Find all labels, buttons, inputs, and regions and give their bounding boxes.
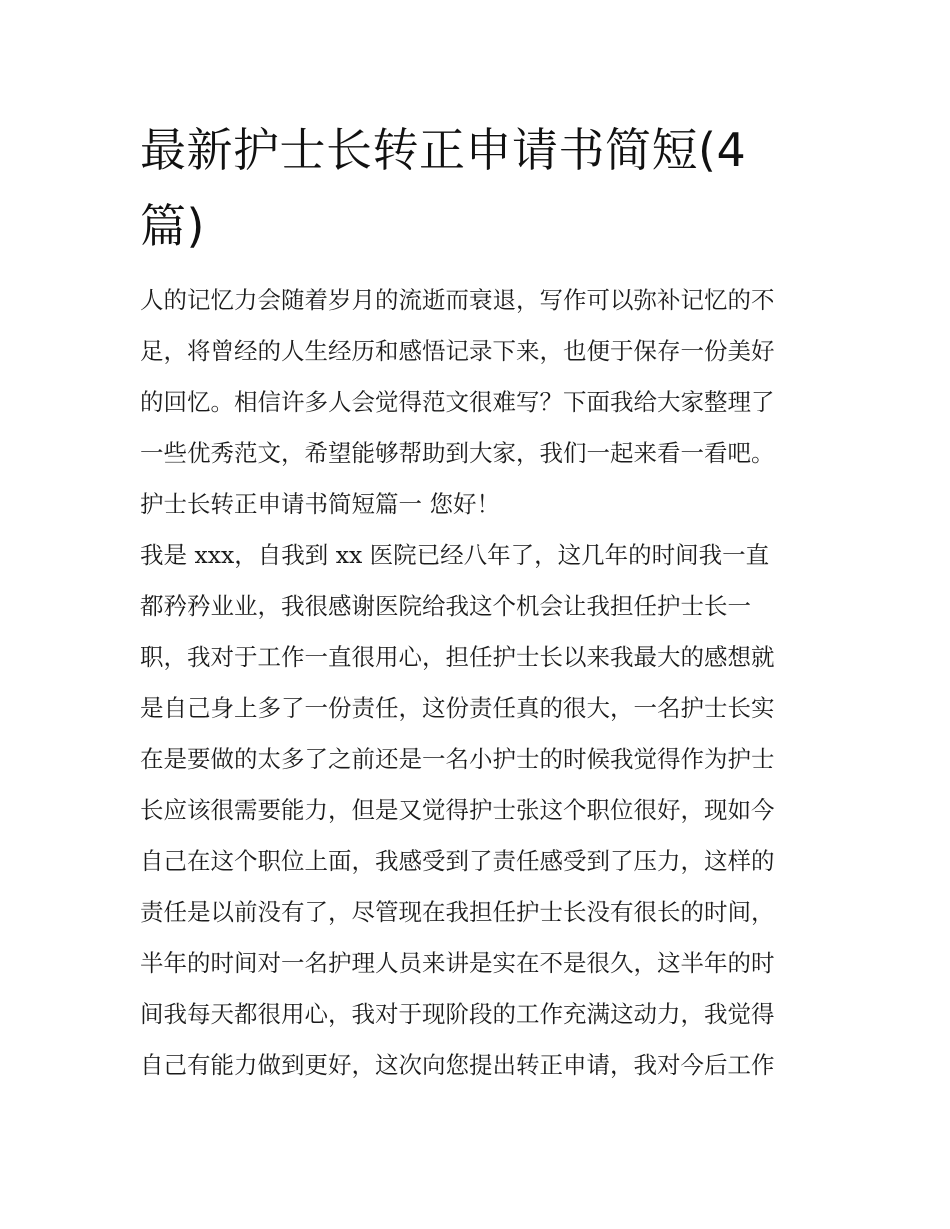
body-line: 职，我对于工作一直很用心，担任护士长以来我最大的感想就 xyxy=(140,643,775,671)
body-line: 责任是以前没有了，尽管现在我担任护士长没有很长的时间， xyxy=(140,898,775,926)
body-line: 都矜矜业业，我很感谢医院给我这个机会让我担任护士长一 xyxy=(140,592,751,620)
section-heading: 护士长转正申请书简短篇一 您好！ xyxy=(140,490,500,518)
document-body xyxy=(140,275,820,1091)
intro-line: 的回忆。相信许多人会觉得范文很难写？下面我给大家整理了 xyxy=(140,388,775,416)
body-line: 自己有能力做到更好，这次向您提出转正申请，我对今后工作 xyxy=(140,1051,775,1079)
title-line-1: 最新护士长转正申请书简短(4 xyxy=(140,123,747,177)
body-line: 在是要做的太多了之前还是一名小护士的时候我觉得作为护士 xyxy=(140,745,775,773)
intro-line: 人的记忆力会随着岁月的流逝而衰退，写作可以弥补记忆的不 xyxy=(140,286,775,314)
intro-line: 一些优秀范文，希望能够帮助到大家，我们一起来看一看吧。 xyxy=(140,439,775,467)
body-line: 半年的时间对一名护理人员来讲是实在不是很久，这半年的时 xyxy=(140,949,775,977)
body-line: 是自己身上多了一份责任，这份责任真的很大，一名护士长实 xyxy=(140,694,775,722)
title-line-2: 篇) xyxy=(140,199,205,253)
body-line: 长应该很需要能力，但是又觉得护士张这个职位很好，现如今 xyxy=(140,796,775,824)
intro-line: 足，将曾经的人生经历和感悟记录下来，也便于保存一份美好 xyxy=(140,337,775,365)
body-line: 我是 xxx，自我到 xx 医院已经八年了，这几年的时间我一直 xyxy=(140,541,770,569)
body-line: 自己在这个职位上面，我感受到了责任感受到了压力，这样的 xyxy=(140,847,775,875)
document-title xyxy=(140,112,820,264)
body-line: 间我每天都很用心，我对于现阶段的工作充满这动力，我觉得 xyxy=(140,1000,775,1028)
